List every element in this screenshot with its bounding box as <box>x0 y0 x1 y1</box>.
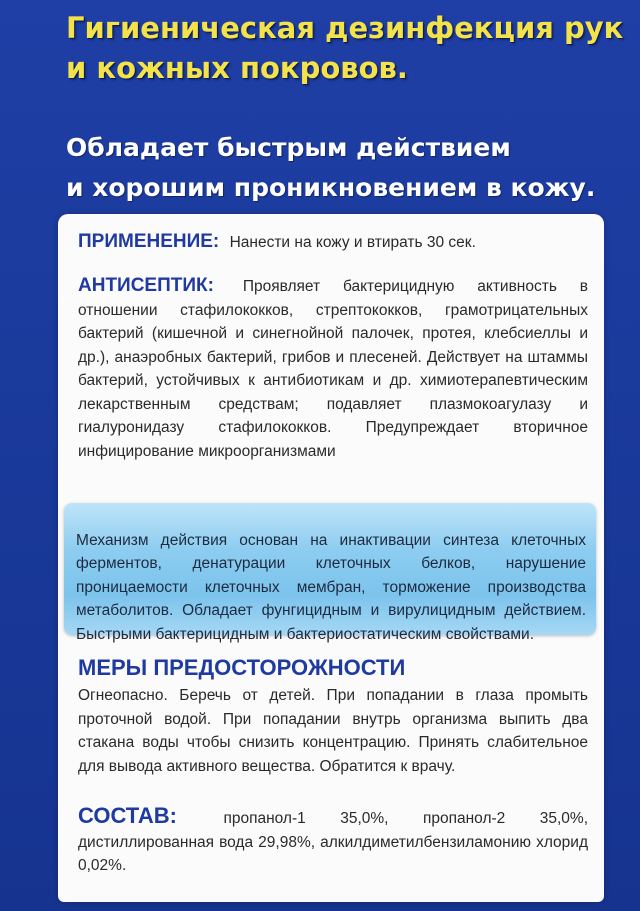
subheadline-line-1: Обладает быстрым действием <box>66 133 511 162</box>
headline-line-1: Гигиеническая дезинфекция рук <box>66 11 624 45</box>
antiseptic-text: Проявляет бактерицидную активность в отношении стафилококков, стрептококков, грамотрицательных бактерий (кишечной и синегнойной палочек, протея, клебсиеллы и др.), анаэробных бактерий, грибов и плесеней. Действует на штаммы бактерий, устойчивых к антибиотикам и др. химиотерапевтическим лекарственным средствам; подавляет плазмокоагулазу и гиалуронидазу стафилококков. Предупреждает вторичное инфицирование микроорганизмами <box>78 278 588 460</box>
instructions-card <box>58 214 604 902</box>
composition-heading: СОСТАВ: <box>78 803 177 828</box>
headline <box>66 8 626 88</box>
antiseptic-section <box>78 274 588 463</box>
headline-line-2: и кожных покровов. <box>66 51 408 85</box>
precautions-section <box>78 654 588 778</box>
application-text: Нанести на кожу и втирать 30 сек. <box>229 234 476 251</box>
application-heading: ПРИМЕНЕНИЕ: <box>78 231 220 252</box>
antiseptic-heading: АНТИСЕПТИК: <box>78 275 214 296</box>
composition-section <box>78 804 588 878</box>
precautions-text: Огнеопасно. Беречь от детей. При попадании в глаза промыть проточной водой. При попадании внутрь организма выпить два стакана воды чтобы снизить концентрацию. Принять слабительное для вывода активного вещества. Обратится к врачу. <box>78 687 588 775</box>
subheadline-line-2: и хорошим проникновением в кожу. <box>66 173 596 202</box>
mechanism-box <box>64 503 596 643</box>
composition-text: пропанол-1 35,0%, пропанол-2 35,0%, дистиллированная вода 29,98%, алкилдиметилбензиламонию хлорид 0,02%. <box>78 810 588 874</box>
subheadline <box>66 128 626 208</box>
mechanism-text: Механизм действия основан на инактивации синтеза клеточных ферментов, денатурации клеточных белков, нарушение проницаемости клеточных мембран, торможение производства метаболитов. Обладает фунгицидным и вирулицидным действием. Быстрыми бактерицидным и бактериостатическим свойствами. <box>76 531 586 643</box>
application-section <box>78 230 588 255</box>
precautions-heading: МЕРЫ ПРЕДОСТОРОЖНОСТИ <box>78 655 406 680</box>
